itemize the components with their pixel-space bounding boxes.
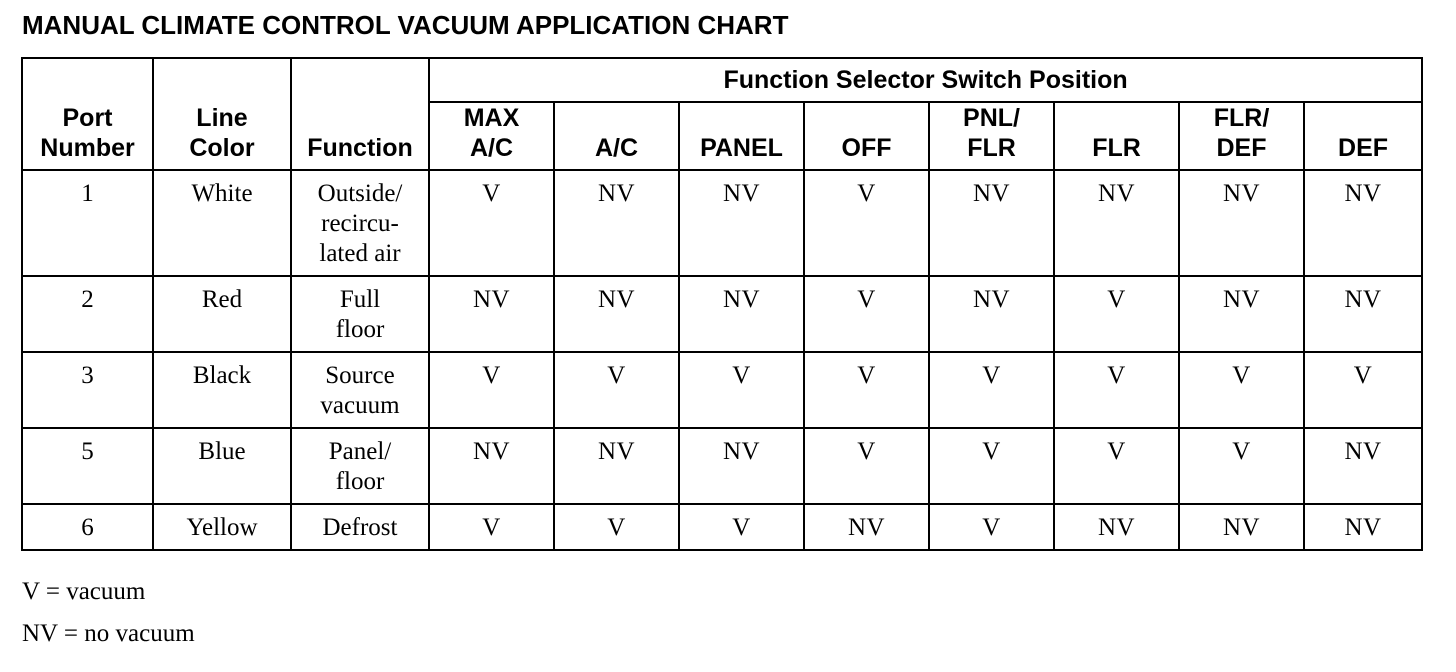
vacuum-value-cell: V [929,352,1054,428]
position-header: PNL/ FLR [929,102,1054,170]
vacuum-value-cell: V [929,504,1054,550]
port-number-cell: 1 [22,170,153,276]
vacuum-value-cell: V [804,352,929,428]
table-row [22,170,1422,276]
vacuum-value-cell: V [1304,352,1422,428]
vacuum-value-cell: NV [1054,170,1179,276]
table-row [22,276,1422,352]
port-number-cell: 2 [22,276,153,352]
vacuum-value-cell: NV [554,170,679,276]
vacuum-value-cell: NV [429,428,554,504]
line-color-cell: Blue [153,428,291,504]
vacuum-value-cell: NV [1304,428,1422,504]
vacuum-value-cell: V [804,428,929,504]
vacuum-value-cell: NV [679,170,804,276]
vacuum-value-cell: NV [929,170,1054,276]
vacuum-value-cell: NV [1304,276,1422,352]
vacuum-value-cell: V [429,504,554,550]
line-color-header: Line Color [153,58,291,170]
position-header: OFF [804,102,929,170]
vacuum-value-cell: NV [1304,170,1422,276]
vacuum-value-cell: V [679,352,804,428]
line-color-cell: Black [153,352,291,428]
line-color-cell: Yellow [153,504,291,550]
vacuum-value-cell: V [1054,428,1179,504]
vacuum-value-cell: NV [429,276,554,352]
vacuum-value-cell: V [804,276,929,352]
line-color-cell: Red [153,276,291,352]
position-header: PANEL [679,102,804,170]
vacuum-value-cell: V [554,504,679,550]
vacuum-value-cell: NV [679,276,804,352]
vacuum-value-cell: V [679,504,804,550]
vacuum-value-cell: V [1054,352,1179,428]
vacuum-value-cell: NV [554,276,679,352]
vacuum-application-table [21,57,1423,551]
table-row [22,504,1422,550]
vacuum-value-cell: NV [554,428,679,504]
port-number-cell: 5 [22,428,153,504]
vacuum-value-cell: V [1054,276,1179,352]
vacuum-value-cell: V [554,352,679,428]
vacuum-value-cell: V [1179,428,1304,504]
table-row [22,428,1422,504]
function-header: Function [291,58,429,170]
line-color-cell: White [153,170,291,276]
function-cell: Panel/ floor [291,428,429,504]
legend-vacuum: V = vacuum [22,578,146,605]
vacuum-value-cell: NV [1179,170,1304,276]
vacuum-value-cell: V [804,170,929,276]
vacuum-value-cell: NV [1179,504,1304,550]
vacuum-value-cell: NV [929,276,1054,352]
vacuum-value-cell: V [429,170,554,276]
function-cell: Source vacuum [291,352,429,428]
vacuum-value-cell: NV [679,428,804,504]
vacuum-value-cell: NV [1054,504,1179,550]
position-header: FLR/ DEF [1179,102,1304,170]
vacuum-value-cell: NV [1304,504,1422,550]
function-cell: Full floor [291,276,429,352]
chart-title: MANUAL CLIMATE CONTROL VACUUM APPLICATION CHART [22,10,789,40]
function-selector-switch-position-header: Function Selector Switch Position [429,58,1422,102]
position-header: FLR [1054,102,1179,170]
vacuum-value-cell: V [1179,352,1304,428]
function-cell: Defrost [291,504,429,550]
port-number-cell: 6 [22,504,153,550]
port-number-header: Port Number [22,58,153,170]
position-header: A/C [554,102,679,170]
legend-no-vacuum: NV = no vacuum [22,620,195,647]
table-row [22,352,1422,428]
function-cell: Outside/ recircu- lated air [291,170,429,276]
position-header: DEF [1304,102,1422,170]
vacuum-value-cell: V [929,428,1054,504]
position-header: MAX A/C [429,102,554,170]
port-number-cell: 3 [22,352,153,428]
vacuum-value-cell: NV [1179,276,1304,352]
vacuum-value-cell: NV [804,504,929,550]
vacuum-value-cell: V [429,352,554,428]
